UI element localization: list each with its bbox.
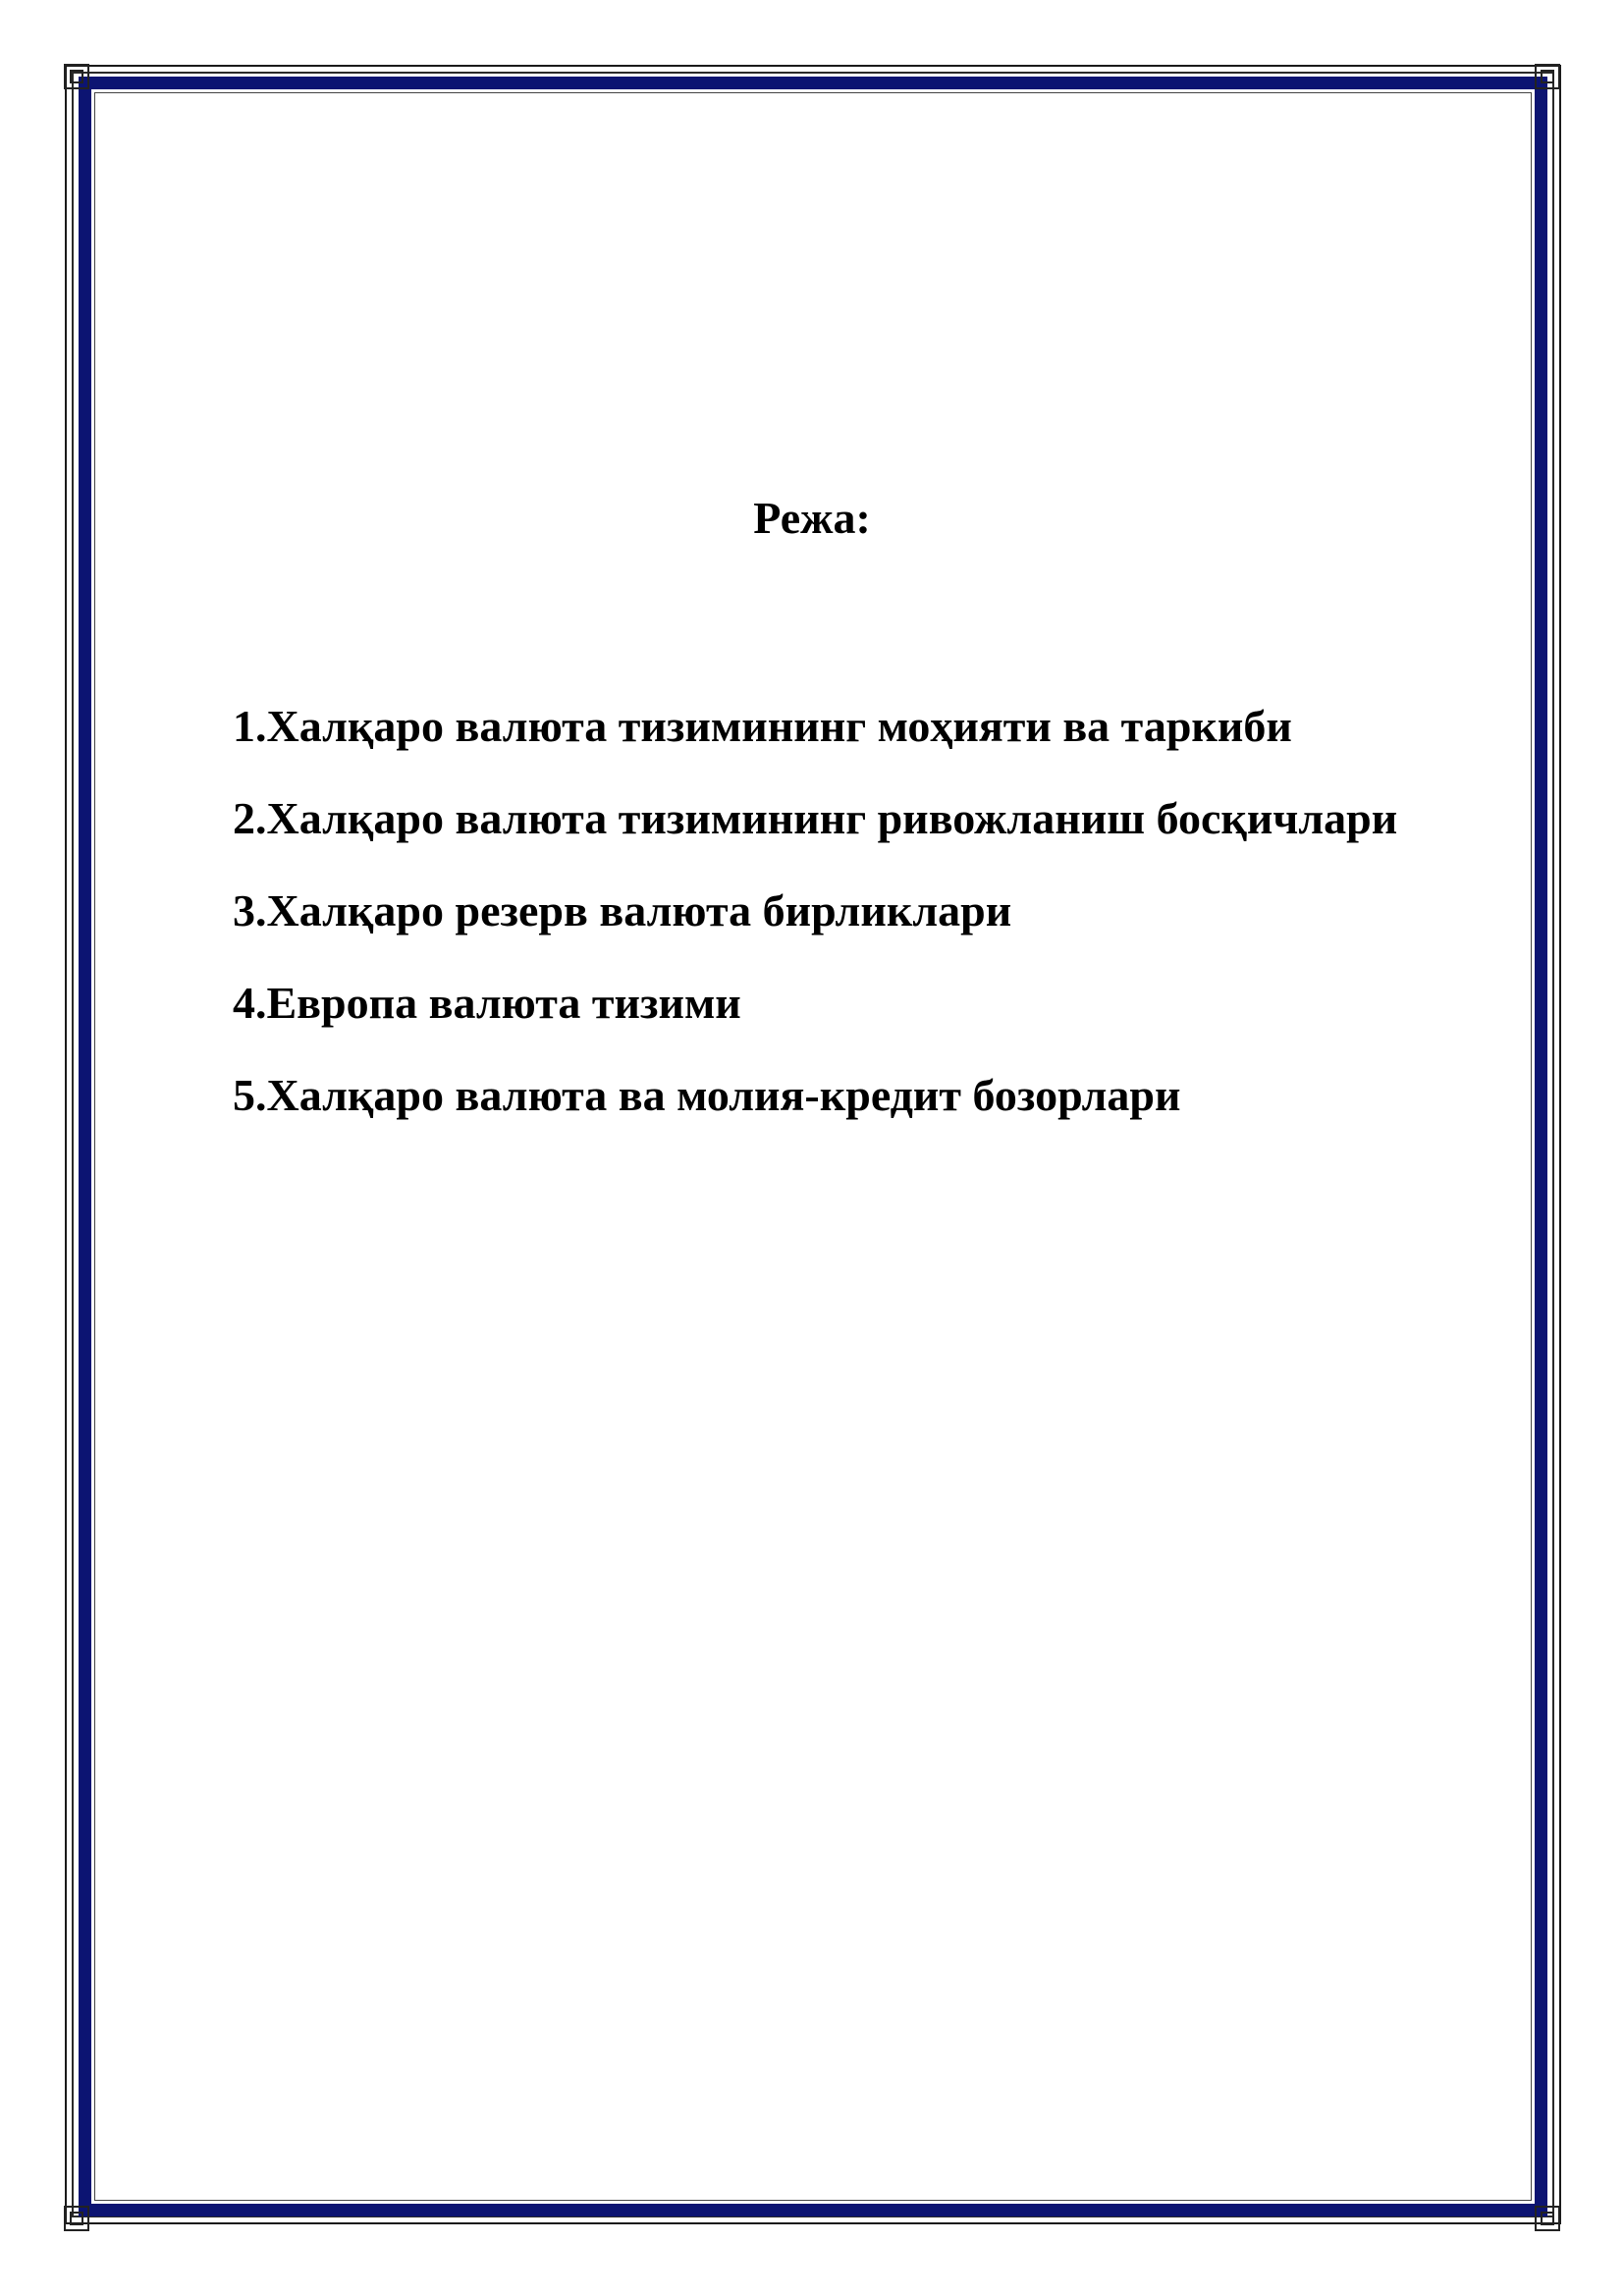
list-item: 5.Халқаро валюта ва молия-кредит бозорлари — [233, 1070, 1181, 1120]
list-item: 1.Халқаро валюта тизимининг моҳияти ва таркиби — [233, 701, 1292, 751]
corner-ornament-icon — [59, 59, 94, 94]
list-item: 2.Халқаро валюта тизимининг ривожланиш босқичлари — [233, 793, 1398, 843]
list-item: 3.Халқаро резерв валюта бирликлари — [233, 885, 1012, 935]
corner-ornament-icon — [59, 2201, 94, 2236]
list-item: 4.Европа валюта тизими — [233, 978, 741, 1028]
page-title: Режа: — [753, 493, 871, 543]
corner-ornament-icon — [1530, 59, 1565, 94]
plan-list — [233, 697, 1529, 1158]
corner-ornament-icon — [1530, 2201, 1565, 2236]
